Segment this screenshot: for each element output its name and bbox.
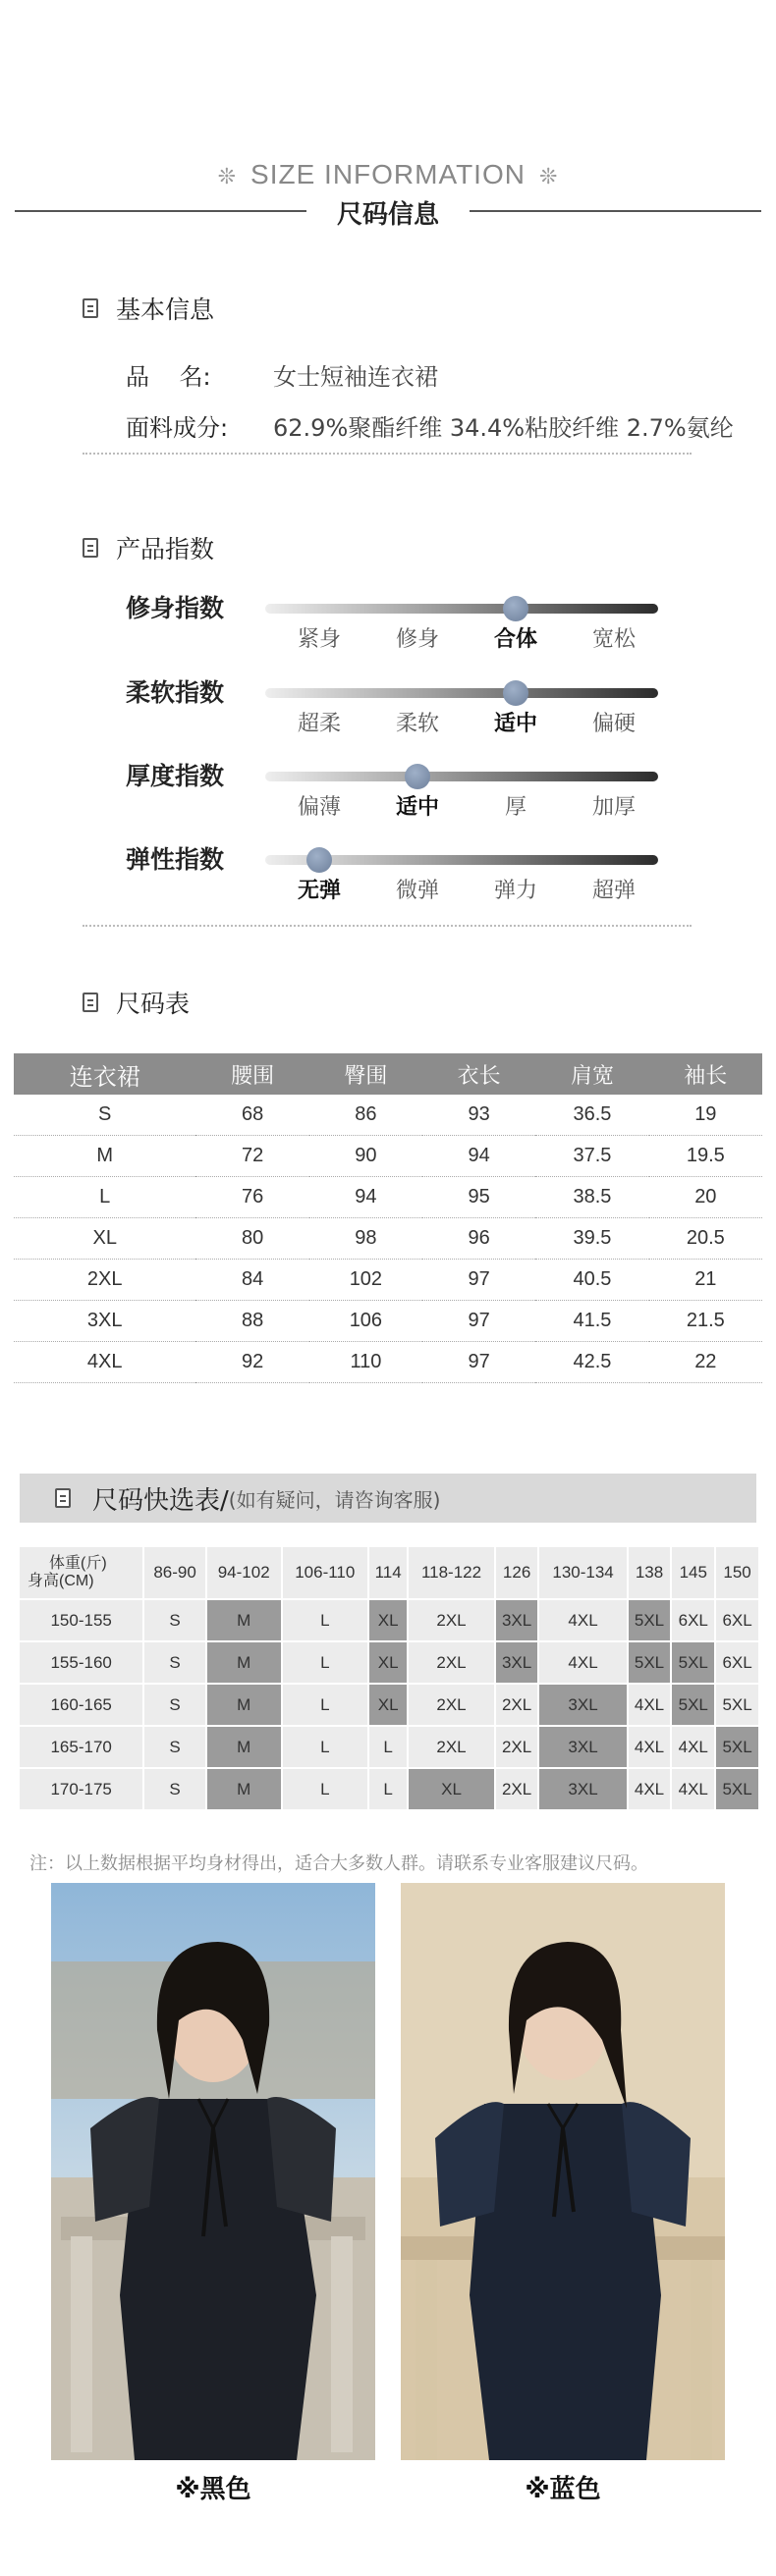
- quick-table-cell: 3XL: [496, 1642, 538, 1683]
- size-table-cell: 21.5: [649, 1301, 762, 1342]
- document-icon: [83, 538, 98, 558]
- quick-table-weight: 86-90: [144, 1547, 204, 1598]
- quick-table-weight: 150: [716, 1547, 758, 1598]
- slider-tick: 紧身: [297, 627, 341, 652]
- quick-table-cell: S: [144, 1642, 204, 1683]
- quick-table-cell: 3XL: [539, 1685, 626, 1725]
- quick-table-header-row: [20, 1547, 758, 1598]
- size-table-row: [14, 1260, 762, 1301]
- quick-table-weight: 130-134: [539, 1547, 626, 1598]
- size-table-row: [14, 1095, 762, 1136]
- quick-table-height: 150-155: [20, 1600, 142, 1640]
- info-value: 女士短袖连衣裙: [273, 363, 438, 391]
- model-photo-black: [51, 1883, 375, 2460]
- quick-table-cell: 2XL: [496, 1727, 538, 1767]
- size-table-cell: 76: [195, 1177, 308, 1218]
- size-table-cell: 98: [309, 1218, 422, 1260]
- quick-table-height: 170-175: [20, 1769, 142, 1809]
- size-table-row: [14, 1136, 762, 1177]
- size-table-cell: 94: [309, 1177, 422, 1218]
- slider-tick: 修身: [395, 627, 439, 652]
- divider: [83, 453, 692, 455]
- size-table-heading: [83, 985, 190, 1020]
- quick-table-cell: 4XL: [539, 1600, 626, 1640]
- quick-table-cell: M: [207, 1685, 281, 1725]
- quick-table-cell: 2XL: [409, 1727, 493, 1767]
- slider-track: [265, 688, 658, 698]
- slider-tick: 超柔: [297, 712, 341, 736]
- info-row-fabric: [126, 408, 734, 443]
- size-table-cell: 36.5: [535, 1095, 648, 1136]
- quick-table-cell: 6XL: [672, 1600, 714, 1640]
- cn-section-title: 尺码信息: [336, 200, 439, 230]
- quick-table-cell: 4XL: [629, 1685, 671, 1725]
- quick-table-cell: 4XL: [672, 1769, 714, 1809]
- quick-table-row: [20, 1600, 758, 1640]
- size-table-cell: 88: [195, 1301, 308, 1342]
- quick-table-cell: L: [283, 1642, 367, 1683]
- size-table-cell: 39.5: [535, 1218, 648, 1260]
- size-table-cell: 20.5: [649, 1218, 762, 1260]
- caption-black: ※黑色: [175, 2475, 251, 2504]
- slider-tick: 适中: [395, 795, 439, 820]
- quick-table-cell: XL: [369, 1685, 407, 1725]
- quick-select-table: [18, 1545, 760, 1811]
- quick-table-cell: S: [144, 1685, 204, 1725]
- slider-knob: [503, 680, 528, 706]
- quick-table-cell: 6XL: [716, 1600, 758, 1640]
- info-key: 品 名:: [126, 363, 211, 391]
- size-table-cell: M: [14, 1136, 195, 1177]
- caption-blue: ※蓝色: [525, 2475, 601, 2504]
- star-ornament-left: ❊: [217, 164, 238, 188]
- slider-tick: 超弹: [591, 879, 636, 903]
- slider-knob: [306, 847, 332, 873]
- quick-table-weight: 138: [629, 1547, 671, 1598]
- size-table-cell: 93: [422, 1095, 535, 1136]
- quick-table-weight: 114: [369, 1547, 407, 1598]
- size-table-cell: 37.5: [535, 1136, 648, 1177]
- size-table-cell: 38.5: [535, 1177, 648, 1218]
- size-table-cell: L: [14, 1177, 195, 1218]
- divider: [83, 925, 692, 927]
- size-table-row: [14, 1301, 762, 1342]
- slider-track: [265, 604, 658, 614]
- slider-tick: 合体: [493, 627, 537, 652]
- size-table-cell: 92: [195, 1342, 308, 1383]
- quick-select-bar: [20, 1474, 756, 1523]
- size-table-cell: XL: [14, 1218, 195, 1260]
- size-table-header-cell: 衣长: [422, 1053, 535, 1095]
- document-icon: [55, 1488, 71, 1508]
- quick-table-cell: XL: [369, 1600, 407, 1640]
- size-table-header-cell: 袖长: [649, 1053, 762, 1095]
- slider-knob: [503, 596, 528, 621]
- slider-knob: [405, 764, 430, 789]
- quick-table-row: [20, 1642, 758, 1683]
- corner-weight-label: 体重(斤): [49, 1555, 107, 1572]
- basic-info-heading-text: 基本信息: [116, 295, 215, 324]
- quick-table-cell: M: [207, 1769, 281, 1809]
- quick-table-cell: M: [207, 1727, 281, 1767]
- quick-table-weight: 126: [496, 1547, 538, 1598]
- size-table-cell: 4XL: [14, 1342, 195, 1383]
- quick-table-cell: L: [283, 1600, 367, 1640]
- quick-table-cell: L: [283, 1769, 367, 1809]
- quick-table-cell: 2XL: [409, 1600, 493, 1640]
- quick-table-cell: 5XL: [672, 1685, 714, 1725]
- size-table-cell: 80: [195, 1218, 308, 1260]
- quick-table-weight: 118-122: [409, 1547, 493, 1598]
- quick-table-cell: XL: [369, 1642, 407, 1683]
- quick-table-cell: 3XL: [539, 1727, 626, 1767]
- quick-table-row: [20, 1769, 758, 1809]
- quick-table-row: [20, 1685, 758, 1725]
- quick-table-height: 165-170: [20, 1727, 142, 1767]
- slider-tick: 微弹: [395, 879, 439, 903]
- slider-tick: 柔软: [395, 712, 439, 736]
- size-table-cell: 96: [422, 1218, 535, 1260]
- size-table-header-row: [14, 1053, 762, 1095]
- quick-table-cell: 3XL: [496, 1600, 538, 1640]
- size-table-header-cell: 肩宽: [535, 1053, 648, 1095]
- size-table-cell: 95: [422, 1177, 535, 1218]
- size-table-cell: 41.5: [535, 1301, 648, 1342]
- quick-table-cell: S: [144, 1769, 204, 1809]
- quick-table-cell: M: [207, 1600, 281, 1640]
- size-table-cell: 97: [422, 1342, 535, 1383]
- quick-table-height: 160-165: [20, 1685, 142, 1725]
- info-key: 面料成分:: [126, 414, 229, 442]
- size-table-header-cell: 连衣裙: [14, 1053, 195, 1095]
- quick-table-cell: S: [144, 1727, 204, 1767]
- size-information-text: SIZE INFORMATION: [250, 159, 526, 189]
- size-table-cell: 2XL: [14, 1260, 195, 1301]
- quick-table-cell: 2XL: [496, 1685, 538, 1725]
- quick-table-weight: 94-102: [207, 1547, 281, 1598]
- quick-table-cell: 2XL: [409, 1642, 493, 1683]
- quick-table-cell: L: [369, 1727, 407, 1767]
- slider-label: 厚度指数: [126, 762, 225, 790]
- quick-table-cell: 5XL: [629, 1600, 671, 1640]
- slider-tick: 适中: [493, 712, 537, 736]
- quick-table-row: [20, 1727, 758, 1767]
- quick-table-cell: 4XL: [629, 1727, 671, 1767]
- quick-table-cell: L: [283, 1727, 367, 1767]
- size-table-row: [14, 1342, 762, 1383]
- star-ornament-right: ❊: [538, 164, 559, 188]
- model-photo-blue: [401, 1883, 725, 2460]
- size-table-cell: 19.5: [649, 1136, 762, 1177]
- size-table-cell: 22: [649, 1342, 762, 1383]
- slider-label: 修身指数: [126, 594, 225, 622]
- slider-tick: 无弹: [297, 879, 341, 903]
- slider-tick: 偏硬: [591, 712, 636, 736]
- size-table-heading-text: 尺码表: [116, 990, 191, 1018]
- quick-table-weight: 106-110: [283, 1547, 367, 1598]
- slider-tick: 宽松: [591, 627, 636, 652]
- info-row-name: [126, 357, 438, 392]
- size-table-cell: 72: [195, 1136, 308, 1177]
- quick-table-cell: M: [207, 1642, 281, 1683]
- product-index-heading: [83, 530, 214, 565]
- size-table-cell: S: [14, 1095, 195, 1136]
- footnote: 注：以上数据根据平均身材得出，适合大多数人群。请联系专业客服建议尺码。: [29, 1853, 648, 1874]
- quick-table-cell: 5XL: [629, 1642, 671, 1683]
- size-table-cell: 42.5: [535, 1342, 648, 1383]
- quick-table-cell: 4XL: [672, 1727, 714, 1767]
- document-icon: [83, 298, 98, 318]
- quick-table-height: 155-160: [20, 1642, 142, 1683]
- quick-table-corner: [20, 1547, 142, 1598]
- size-table-header-cell: 臀围: [309, 1053, 422, 1095]
- size-table-cell: 19: [649, 1095, 762, 1136]
- slider-track: [265, 772, 658, 781]
- size-table-cell: 94: [422, 1136, 535, 1177]
- size-table-cell: 97: [422, 1260, 535, 1301]
- slider-tick: 厚: [504, 795, 527, 820]
- slider-tick: 弹力: [493, 879, 537, 903]
- size-table-cell: 106: [309, 1301, 422, 1342]
- quick-table-cell: S: [144, 1600, 204, 1640]
- size-information-title: [0, 159, 776, 190]
- quick-table-cell: L: [369, 1769, 407, 1809]
- size-table-cell: 20: [649, 1177, 762, 1218]
- size-table-header-cell: 腰围: [195, 1053, 308, 1095]
- basic-info-heading: [83, 291, 214, 326]
- info-value: 62.9%聚酯纤维 34.4%粘胶纤维 2.7%氨纶: [273, 414, 734, 442]
- quick-table-cell: L: [283, 1685, 367, 1725]
- quick-select-subtitle: (如有疑问，请咨询客服): [228, 1487, 441, 1512]
- product-index-heading-text: 产品指数: [116, 535, 215, 564]
- size-table-cell: 86: [309, 1095, 422, 1136]
- size-table-cell: 21: [649, 1260, 762, 1301]
- quick-table-cell: 5XL: [716, 1727, 758, 1767]
- slider-tick: 加厚: [591, 795, 636, 820]
- slider-tick: 偏薄: [297, 795, 341, 820]
- size-table-row: [14, 1177, 762, 1218]
- quick-table-cell: XL: [409, 1769, 493, 1809]
- quick-table-cell: 5XL: [716, 1769, 758, 1809]
- size-table-cell: 90: [309, 1136, 422, 1177]
- size-table-row: [14, 1218, 762, 1260]
- quick-table-cell: 4XL: [539, 1642, 626, 1683]
- quick-table-cell: 6XL: [716, 1642, 758, 1683]
- slider-track: [265, 855, 658, 865]
- quick-table-cell: 4XL: [629, 1769, 671, 1809]
- size-table-cell: 84: [195, 1260, 308, 1301]
- size-table-cell: 40.5: [535, 1260, 648, 1301]
- size-table-cell: 110: [309, 1342, 422, 1383]
- size-table-cell: 102: [309, 1260, 422, 1301]
- slider-label: 柔软指数: [126, 678, 225, 707]
- corner-height-label: 身高(CM): [28, 1573, 94, 1589]
- slider-label: 弹性指数: [126, 845, 225, 874]
- quick-table-cell: 5XL: [716, 1685, 758, 1725]
- size-table-cell: 97: [422, 1301, 535, 1342]
- quick-table-cell: 3XL: [539, 1769, 626, 1809]
- size-table-cell: 68: [195, 1095, 308, 1136]
- size-table: [14, 1053, 762, 1383]
- quick-table-cell: 2XL: [409, 1685, 493, 1725]
- quick-table-cell: 2XL: [496, 1769, 538, 1809]
- quick-table-cell: 5XL: [672, 1642, 714, 1683]
- quick-table-weight: 145: [672, 1547, 714, 1598]
- size-table-cell: 3XL: [14, 1301, 195, 1342]
- quick-select-title: 尺码快选表/: [92, 1485, 229, 1516]
- document-icon: [83, 993, 98, 1012]
